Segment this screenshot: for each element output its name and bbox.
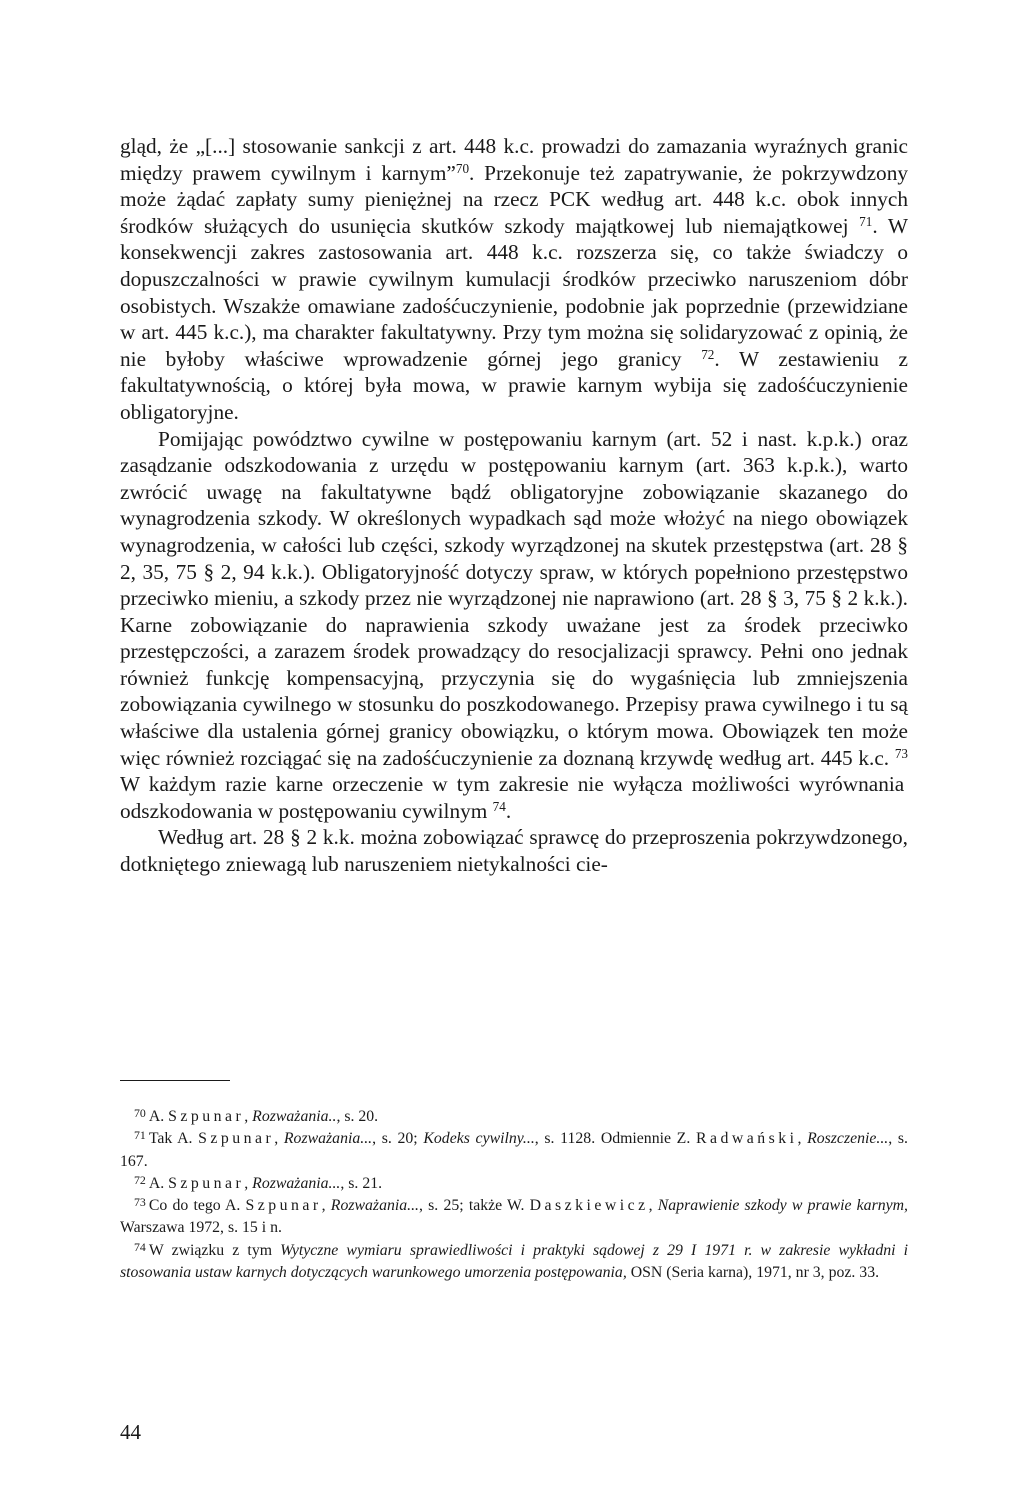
- work-title: Rozważania...: [330, 1197, 420, 1215]
- author-name: Szpunar: [168, 1174, 245, 1192]
- footnote-70: [120, 1106, 908, 1128]
- text-run: , s. 20.: [336, 1108, 379, 1125]
- footnote-number: 73: [134, 1195, 146, 1210]
- text-run: ,: [244, 1108, 253, 1125]
- work-title: Kodeks cywilny...: [423, 1130, 535, 1148]
- text-run: , s. 1128. Odmiennie Z.: [534, 1130, 696, 1148]
- text-run: W każdym razie karne orzeczenie w tym zakresie nie wyłącza możliwości wyrównania odszkodowania w postępowaniu cywilnym: [120, 772, 905, 823]
- work-title: Rozważania..: [252, 1108, 337, 1125]
- text-run: ,: [321, 1197, 331, 1215]
- footnote-ref-74[interactable]: 74: [492, 798, 506, 814]
- work-title: Rozważania...: [283, 1130, 373, 1148]
- footnote-number: 71: [134, 1128, 146, 1143]
- text-run: . Przekonuje też zapatrywanie, że pokrzywdzony może żądać zapłaty sumy pieniężnej na rzecz PCK według art. 448 k.c. obok innych środków służących do usunięcia skutków szkody majątkowej lub niemajątkowej: [120, 160, 908, 238]
- text-run: A.: [148, 1108, 169, 1125]
- footnote-74: [120, 1240, 908, 1285]
- footnote-ref-73[interactable]: 73: [894, 745, 908, 761]
- text-run: . W zestawieniu z fakultatywnością, o której była mowa, w prawie karnym wybija się zadośćuczynienie obligatoryjne.: [120, 346, 909, 424]
- text-run: Co do tego A.: [148, 1197, 246, 1215]
- footnote-number: 72: [134, 1172, 146, 1187]
- text-run: ,: [648, 1197, 658, 1215]
- text-run: gląd, że „[...] stosowanie sankcji z art. 448 k.c. prowadzi do zamazania wyraźnych granic między prawem cywilnym i karnym”: [120, 134, 908, 185]
- author-name: Daszkiewicz: [529, 1197, 649, 1215]
- text-run: , s. 167.: [120, 1130, 908, 1170]
- footnote-ref-72[interactable]: 72: [701, 346, 715, 362]
- main-text: [120, 133, 908, 878]
- footnotes: [120, 1106, 908, 1284]
- paragraph-3: [120, 824, 908, 877]
- work-title: Wytyczne wymiaru sprawiedliwości i praktyki sądowej z 29 I 1971 r. w zakresie wykładni i stosowania ustaw karnych dotyczących warunkowego umorzenia postępowania,: [120, 1241, 908, 1282]
- footnote-ref-71[interactable]: 71: [859, 213, 873, 229]
- footnote-71: [120, 1128, 908, 1173]
- text-run: Tak A.: [148, 1130, 199, 1148]
- footnote-72: [120, 1173, 908, 1195]
- footnote-number: 70: [134, 1105, 146, 1120]
- author-name: Szpunar: [245, 1197, 322, 1215]
- text-run: ,: [797, 1130, 808, 1148]
- footnote-ref-70[interactable]: 70: [455, 160, 470, 176]
- text-run: , s. 25; także W.: [419, 1197, 530, 1215]
- author-name: Radwański: [695, 1130, 798, 1148]
- text-run: ,: [244, 1174, 253, 1192]
- text-run: , s. 21.: [340, 1174, 383, 1192]
- text-run: , s. 20;: [372, 1130, 424, 1148]
- text-run: Warszawa 1972, s. 15 i n.: [120, 1219, 282, 1237]
- footnote-73: [120, 1195, 908, 1240]
- footnote-number: 74: [134, 1239, 146, 1254]
- text-run: OSN (Seria karna), 1971, nr 3, poz. 33.: [626, 1264, 880, 1282]
- author-name: Szpunar: [168, 1108, 245, 1125]
- work-title: Roszczenie...: [807, 1130, 889, 1148]
- page-number: 44: [120, 1420, 141, 1444]
- text-run: W związku z tym: [148, 1241, 281, 1259]
- text-run: . W konsekwencji zakres zastosowania art. 448 k.c. rozszerza się, co także świadczy o dopuszczalności w prawie cywilnym kumulacji środków przeciwko naruszeniom dóbr osobistych. Wszakże omawiane zadośćuczynienie, podobnie jak poprzednie (przewidziane w art. 445 k.c.), ma charakter fakultatywny. Przy tym można się solidaryzować z opinią, że nie byłoby właściwe wprowadzenie górnej jego granicy: [120, 213, 908, 371]
- text-run: Pomijając powództwo cywilne w postępowaniu karnym (art. 52 i nast. k.p.k.) oraz zasądzanie odszkodowania z urzędu w postępowaniu karnym (art. 363 k.p.k.), warto zwrócić uwagę na fakultatywne bądź obligatoryjne zobowiązanie skazanego do wynagrodzenia szkody. W określonych wypadkach sąd może włożyć na niego obowiązek wynagrodzenia, w całości lub części, szkody wyrządzonej na skutek przestępstwa (art. 28 § 2, 35, 75 § 2, 94 k.k.). Obligatoryjność dotyczy spraw, w których popełniono przestępstwo przeciwko mieniu, a szkody przez nie wyrządzonej nie naprawiono (art. 28 § 3, 75 § 2 k.k.). Karne zobowiązanie do naprawienia szkody uważane jest za środek przeciwko przestępczości, a zarazem środek prowadzący do resocjalizacji sprawcy. Pełni ono jednak również funkcję kompensacyjną, przyczynia się do wygaśnięcia lub zmniejszenia zobowiązania cywilnego w stosunku do poszkodowanego. Przepisy prawa cywilnego i tu są właściwe dla ustalenia górnej granicy obowiązku, o którym mowa. Obowiązek ten może więc również rozciągać się na zadośćuczynienie za doznaną krzywdę według art. 445 k.c.: [120, 426, 908, 770]
- text-run: A.: [148, 1174, 169, 1192]
- work-title: Naprawienie szkody w prawie karnym,: [657, 1197, 908, 1215]
- paragraph-2: [120, 426, 908, 825]
- paragraph-1: [120, 133, 908, 426]
- text-run: .: [505, 798, 512, 823]
- text-run: ,: [274, 1130, 284, 1148]
- work-title: Rozważania...: [252, 1174, 341, 1192]
- footnote-divider: [120, 1080, 230, 1081]
- text-run: Według art. 28 § 2 k.k. można zobowiązać sprawcę do przeproszenia pokrzywdzonego, dotkniętego zniewagą lub naruszeniem nietykalności cie-: [120, 825, 908, 877]
- author-name: Szpunar: [198, 1130, 275, 1148]
